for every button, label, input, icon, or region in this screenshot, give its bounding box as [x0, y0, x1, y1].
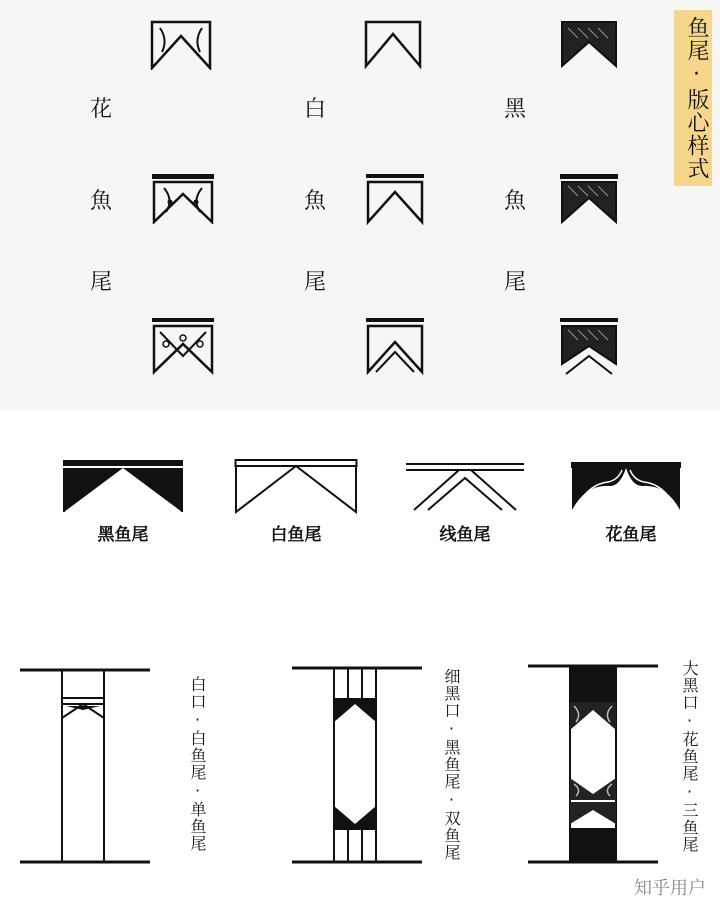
layout-panel — [0, 610, 720, 912]
column-label-char: 尾 — [503, 270, 526, 295]
layout-label: 白口·白鱼尾·单鱼尾 — [188, 676, 207, 852]
fishtail-styles-panel — [0, 0, 720, 410]
black-fishtail-icon — [558, 172, 620, 226]
column-label-char: 黑 — [503, 97, 526, 122]
watermark: 知乎用户 — [634, 878, 706, 899]
type-label: 黑鱼尾 — [97, 525, 149, 545]
type-label: 花鱼尾 — [605, 525, 657, 545]
white-fishtail-icon — [364, 316, 426, 376]
column-label-char: 尾 — [89, 270, 112, 295]
flower-fishtail-icon — [570, 460, 682, 514]
single-white-fishtail-diagram — [18, 666, 152, 870]
black-fishtail-icon — [558, 18, 620, 70]
page-title: 鱼尾·版心样式 — [674, 10, 712, 186]
double-black-fishtail-diagram — [290, 664, 424, 868]
layout-label: 大黑口·花鱼尾·三鱼尾 — [680, 660, 699, 853]
triple-flower-fishtail-diagram — [526, 662, 660, 870]
line-fishtail-icon — [404, 460, 526, 512]
type-label: 白鱼尾 — [270, 525, 322, 545]
column-label-char: 魚 — [303, 189, 326, 214]
black-fishtail-icon — [558, 316, 620, 376]
type-label: 线鱼尾 — [439, 525, 491, 545]
layout-label: 细黑口·黑鱼尾·双鱼尾 — [442, 668, 461, 861]
column-label-char: 尾 — [303, 270, 326, 295]
flower-fishtail-icon — [150, 316, 216, 376]
column-label-char: 白 — [303, 97, 326, 122]
flower-fishtail-icon — [148, 18, 214, 70]
column-label-char: 魚 — [89, 189, 112, 214]
black-fishtail-icon — [62, 458, 184, 516]
white-fishtail-icon — [362, 18, 424, 70]
white-fishtail-icon — [364, 172, 426, 226]
white-fishtail-icon — [234, 458, 358, 516]
flower-fishtail-icon — [150, 172, 216, 224]
fishtail-types-panel — [0, 410, 720, 610]
column-label-char: 花 — [89, 97, 112, 122]
column-label-char: 魚 — [503, 189, 526, 214]
